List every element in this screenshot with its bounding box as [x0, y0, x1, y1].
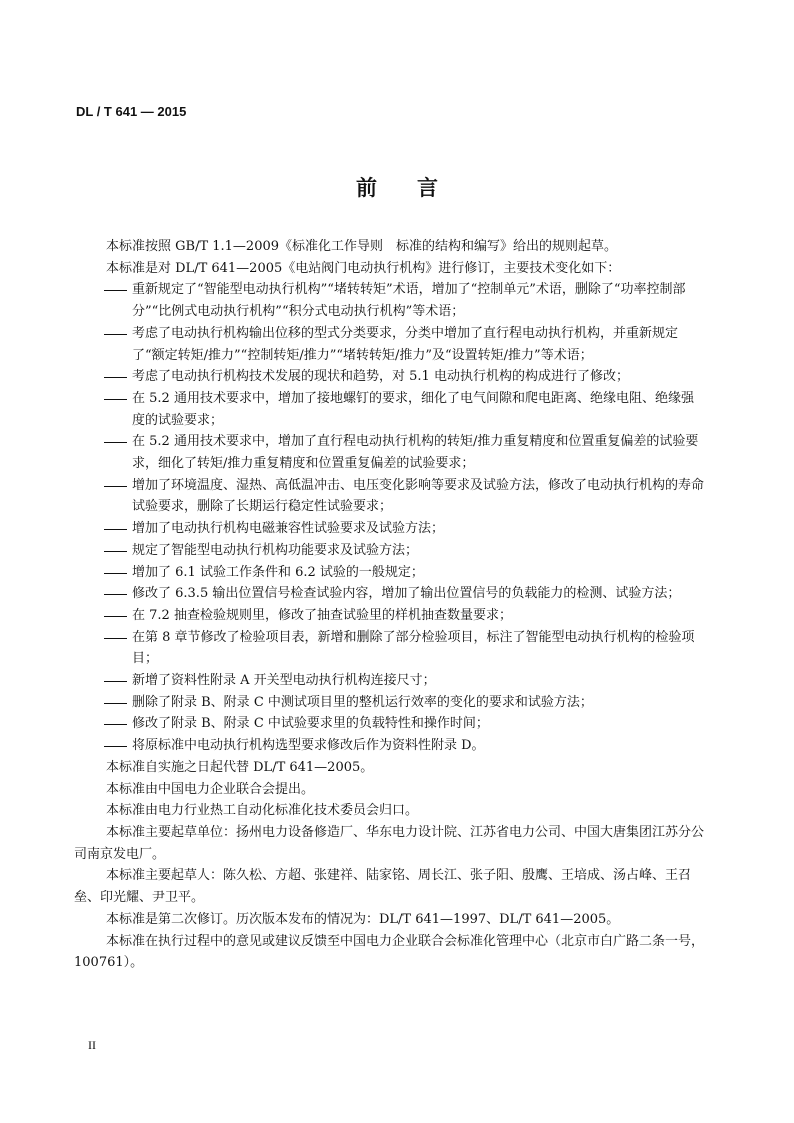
page-title: [0, 172, 794, 202]
change-item: 在 5.2 通用技术要求中，增加了直行程电动执行机构的转矩/推力重复精度和位置重复偏差的试验要求，细化了转矩/推力重复精度和位置重复偏差的试验要求；: [132, 434, 699, 472]
title-char-2: 言: [417, 175, 438, 200]
change-item: 考虑了电动执行机构输出位移的型式分类要求，分类中增加了直行程电动执行机构，并重新规定了“额定转矩/推力”“控制转矩/推力”“堵转转矩/推力”及“设置转矩/推力”等术语；: [132, 325, 679, 363]
foreword-body: [74, 236, 705, 974]
change-item: 增加了 6.1 试验工作条件和 6.2 试验的一般规定；: [132, 564, 424, 580]
change-item: 在 7.2 抽查检验规则里，修改了抽查试验里的样机抽查数量要求；: [132, 607, 512, 623]
paragraph: 本标准是第二次修订。历次版本发布的情况为：DL/T 641—1997、DL/T 641—2005。: [106, 911, 620, 927]
change-item: 新增了资料性附录 A 开关型电动执行机构连接尺寸；: [132, 673, 436, 689]
title-char-1: 前: [356, 175, 377, 200]
paragraph: 本标准由电力行业热工自动化标准化技术委员会归口。: [106, 803, 419, 819]
paragraph: 本标准主要起草人：陈久松、方超、张建祥、陆家铭、周长江、张子阳、殷鹰、王培成、汤占峰、王召垒、印光耀、尹卫平。: [74, 868, 692, 906]
change-item: 在 5.2 通用技术要求中，增加了接地螺钉的要求，细化了电气间隙和爬电距离、绝缘电阻、绝缘强度的试验要求；: [132, 390, 694, 428]
paragraph: 本标准按照 GB/T 1.1—2009《标准化工作导则 标准的结构和编写》给出的规则起草。: [106, 239, 618, 254]
paragraph: 本标准自实施之日起代替 DL/T 641—2005。: [106, 759, 374, 775]
paragraph: 本标准是对 DL/T 641—2005《电站阀门电动执行机构》进行修订，主要技术变化如下：: [106, 260, 621, 276]
change-item: 规定了智能型电动执行机构功能要求及试验方法；: [132, 542, 419, 558]
change-item: 增加了电动执行机构电磁兼容性试验要求及试验方法；: [132, 521, 445, 537]
paragraph: 本标准由中国电力企业联合会提出。: [106, 781, 315, 797]
change-item: 在第 8 章节修改了检验项目表，新增和删除了部分检验项目，标注了智能型电动执行机构的检验项目；: [132, 629, 695, 667]
document-number: DL / T 641 — 2015: [76, 104, 187, 119]
change-item: 修改了 6.3.5 输出位置信号检查试验内容，增加了输出位置信号的负载能力的检测、试验方法；: [132, 586, 681, 602]
paragraph: 本标准在执行过程中的意见或建议反馈至中国电力企业联合会标准化管理中心（北京市白广路二条一号，100761）。: [74, 933, 705, 971]
paragraph: 本标准主要起草单位：扬州电力设备修造厂、华东电力设计院、江苏省电力公司、中国大唐集团江苏分公司南京发电厂。: [74, 824, 705, 862]
page-number: II: [88, 1038, 96, 1052]
change-item: 删除了附录 B、附录 C 中测试项目里的整机运行效率的变化的要求和试验方法；: [132, 694, 593, 710]
change-item: 考虑了电动执行机构技术发展的现状和趋势，对 5.1 电动执行机构的构成进行了修改；: [132, 369, 629, 385]
change-item: 修改了附录 B、附录 C 中试验要求里的负载特性和操作时间；: [132, 716, 489, 732]
change-item: 增加了环境温度、湿热、高低温冲击、电压变化影响等要求及试验方法，修改了电动执行机构的寿命试验要求，删除了长期运行稳定性试验要求；: [132, 477, 705, 515]
change-item: 将原标准中电动执行机构选型要求修改后作为资料性附录 D。: [132, 738, 485, 754]
change-item: 重新规定了“智能型电动执行机构”“堵转转矩”术语，增加了“控制单元”术语，删除了“功率控制部分”“比例式电动执行机构”“积分式电动执行机构”等术语；: [132, 282, 686, 320]
